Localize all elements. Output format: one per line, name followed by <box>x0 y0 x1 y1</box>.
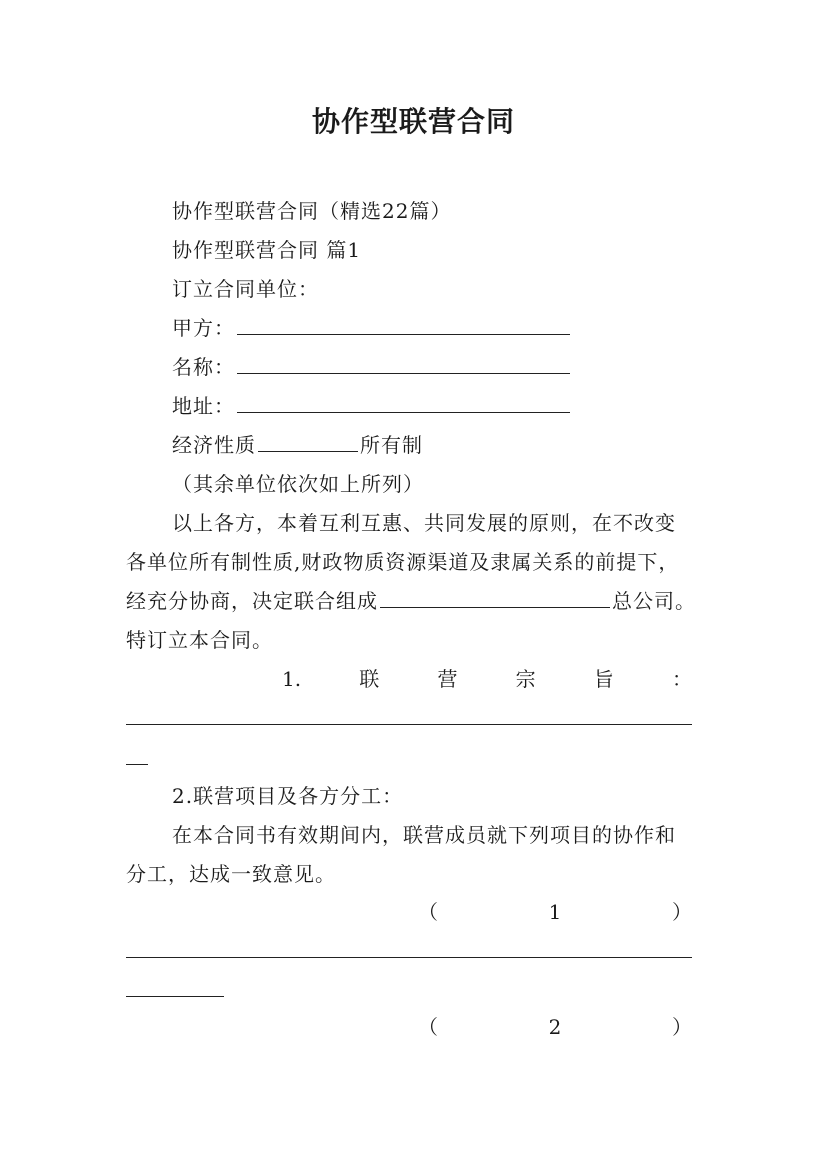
party-a-blank <box>237 316 570 335</box>
clause-1-colon: ： <box>671 667 692 691</box>
name-label: 名称： <box>172 355 235 379</box>
economic-nature-label: 经济性质 <box>172 433 256 457</box>
document-title: 协作型联营合同 <box>311 105 515 138</box>
section-heading: 协作型联营合同 篇1 <box>172 238 362 262</box>
clause-1-char: 宗 <box>515 667 536 691</box>
preamble-3-text: 经充分协商，决定联合组成 <box>126 589 378 613</box>
item-1-open-paren: （ <box>418 900 438 924</box>
item-2-number: 2 <box>548 1015 562 1039</box>
item-1-close-paren: ） <box>671 900 692 924</box>
clause-1-char: 旨 <box>593 667 614 691</box>
party-a-label: 甲方： <box>172 316 235 340</box>
clause-2-body-1: 在本合同书有效期间内，联营成员就下列项目的协作和 <box>172 823 676 847</box>
preamble-3-suffix: 总公司。 <box>612 589 696 613</box>
clause-1-number: 1. <box>282 667 302 691</box>
clause-2-heading: 2.联营项目及各方分工： <box>172 784 404 808</box>
party-a-line <box>172 316 570 340</box>
preamble-line-1: 以上各方，本着互利互惠、共同发展的原则，在不改变 <box>172 511 676 535</box>
preamble-line-2: 各单位所有制性质,财政物质资源渠道及隶属关系的前提下， <box>126 550 680 574</box>
item-1-blank-tail <box>126 996 224 997</box>
name-blank <box>237 355 570 374</box>
item-2-heading <box>418 1015 692 1039</box>
clause-1-char: 营 <box>437 667 458 691</box>
item-1-number: 1 <box>548 900 562 924</box>
others-note: （其余单位依次如上所列） <box>172 472 424 496</box>
contract-units-label: 订立合同单位： <box>172 277 319 301</box>
preamble-line-3 <box>126 589 696 613</box>
economic-nature-line <box>172 433 423 457</box>
item-1-heading <box>418 900 692 924</box>
ownership-label: 所有制 <box>360 433 423 457</box>
item-1-blank-line <box>126 957 692 958</box>
item-2-close-paren: ） <box>671 1015 692 1039</box>
preamble-line-4: 特订立本合同。 <box>126 628 273 652</box>
company-name-blank <box>380 589 610 608</box>
clause-1-char: 联 <box>359 667 380 691</box>
name-line <box>172 355 570 379</box>
address-label: 地址： <box>172 394 235 418</box>
clause-2-body-2: 分工，达成一致意见。 <box>126 862 336 886</box>
address-blank <box>237 394 570 413</box>
item-2-open-paren: （ <box>418 1015 438 1039</box>
economic-nature-blank <box>258 433 358 452</box>
subtitle: 协作型联营合同（精选22篇） <box>172 199 452 223</box>
address-line <box>172 394 570 418</box>
clause-1-blank-tail <box>126 764 148 765</box>
clause-1-blank-line <box>126 724 692 725</box>
clause-1-heading <box>282 667 692 691</box>
